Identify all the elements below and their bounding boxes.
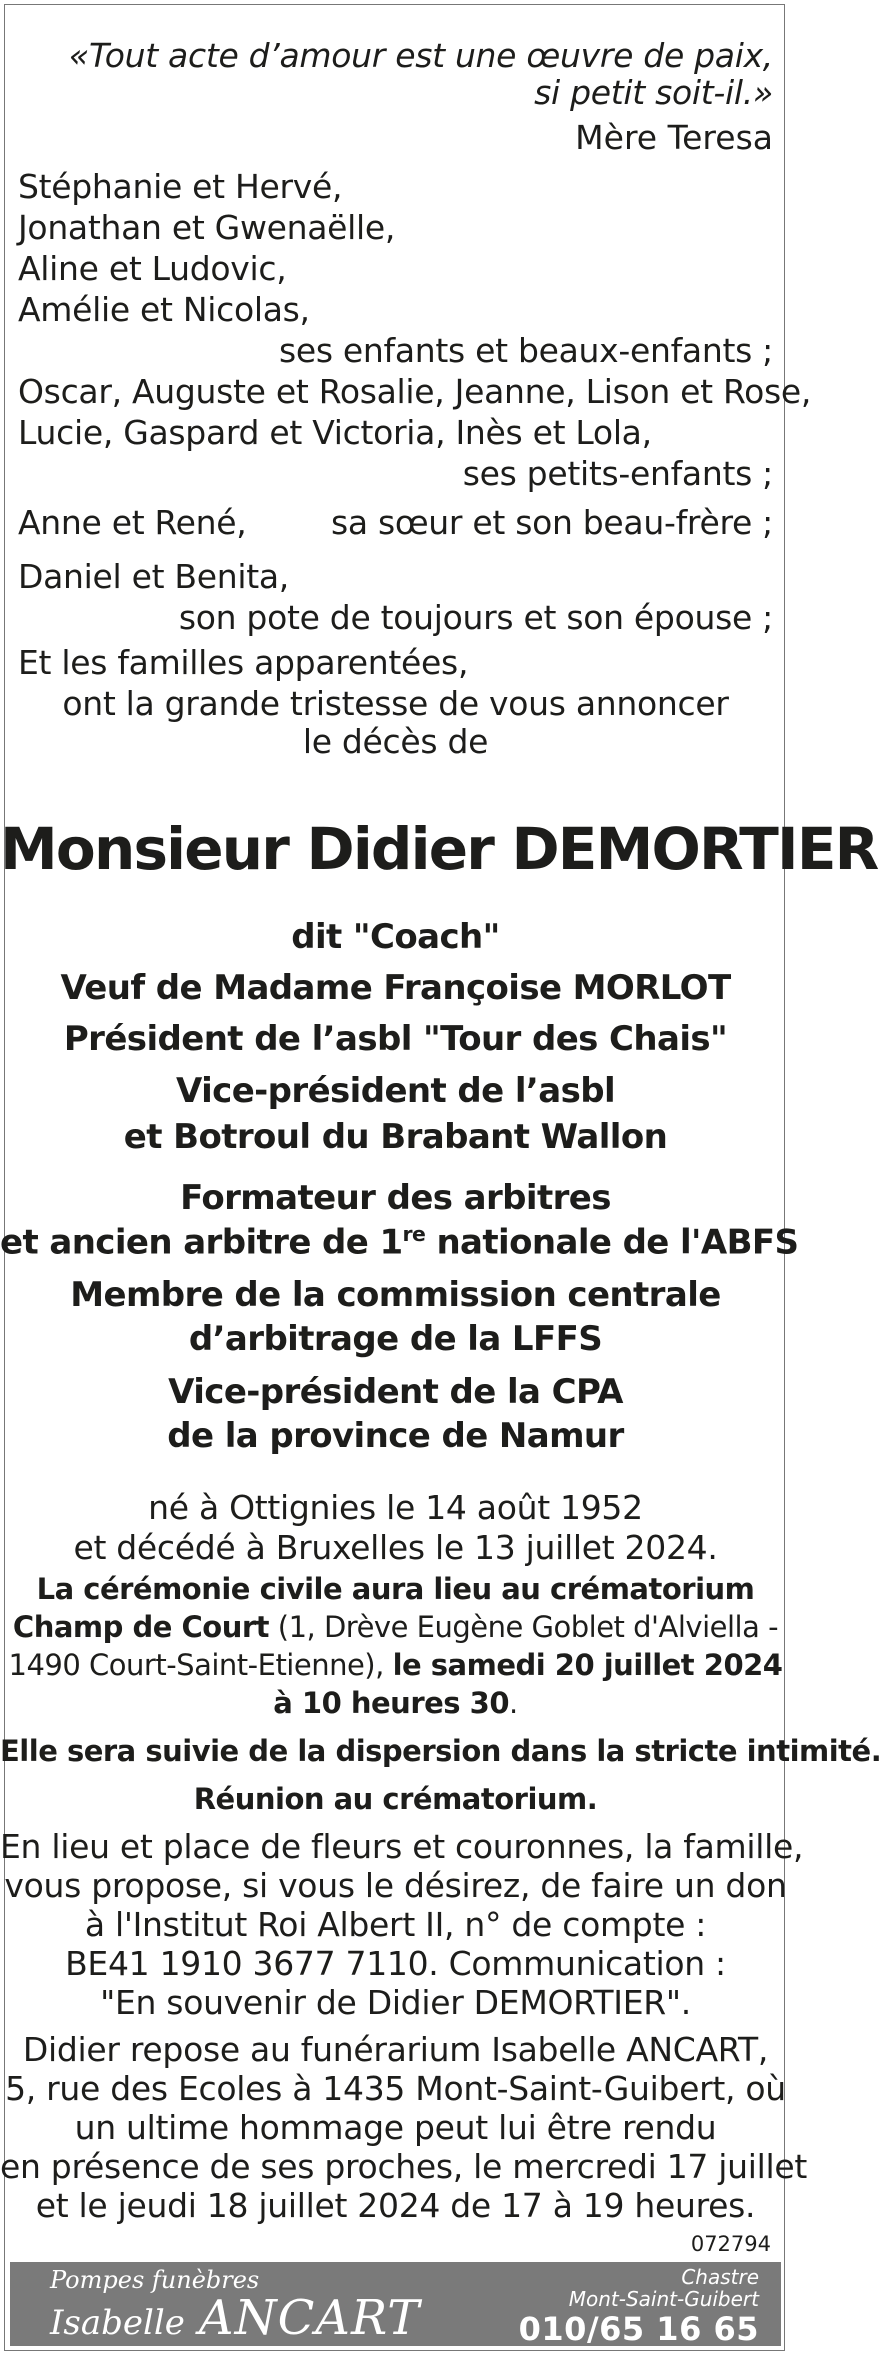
donation-line: "En souvenir de Didier DEMORTIER".	[100, 1983, 691, 2022]
title-superscript: re	[402, 1222, 426, 1246]
ceremony-address: (1, Drève Eugène Goblet d'Alviella -	[269, 1610, 779, 1644]
ceremony-period: .	[509, 1686, 518, 1720]
family-line: Daniel et Benita,	[18, 557, 289, 596]
quote	[69, 38, 773, 112]
birth-line: né à Ottignies le 14 août 1952	[148, 1488, 643, 1527]
family-line: Jonathan et Gwenaëlle,	[18, 208, 396, 247]
deceased-title: et Botroul du Brabant Wallon	[123, 1117, 668, 1157]
funerarium-line: Didier repose au funérarium Isabelle ANCART,	[22, 2030, 769, 2069]
ceremony-line	[0, 1686, 791, 1720]
banner-label: Pompes funèbres	[50, 2266, 260, 2294]
dispersion-line: Elle sera suivie de la dispersion dans la stricte intimité.	[0, 1734, 881, 1768]
quote-line-1: «Tout acte d’amour est une œuvre de paix,	[68, 36, 773, 75]
title-text: nationale de l'ABFS	[425, 1222, 799, 1263]
funeral-home-first-name: Isabelle	[50, 2303, 185, 2343]
death-line: et décédé à Bruxelles le 13 juillet 2024.	[73, 1528, 718, 1567]
deceased-title: Formateur des arbitres	[180, 1178, 611, 1218]
funerarium-line: un ultime hommage peut lui être rendu	[74, 2108, 717, 2147]
family-line: Anne et René,	[18, 503, 247, 542]
funerarium-line: et le jeudi 18 juillet 2024 de 17 à 19 heures.	[35, 2186, 756, 2225]
deceased-title: Président de l’asbl "Tour des Chais"	[63, 1019, 728, 1059]
ceremony-date: le samedi 20 juillet 2024	[392, 1648, 783, 1682]
reference-number: 072794	[690, 2232, 771, 2256]
deceased-title: dit "Coach"	[291, 917, 500, 957]
announcement-line: le décès de	[302, 722, 489, 761]
funeral-home-banner	[10, 2262, 781, 2346]
family-line: Amélie et Nicolas,	[18, 290, 310, 329]
family-relation: son pote de toujours et son épouse ;	[178, 598, 773, 637]
ceremony-address: 1490 Court-Saint-Etienne),	[8, 1648, 393, 1682]
deceased-title	[0, 1222, 799, 1263]
deceased-name: Monsieur Didier DEMORTIER	[0, 815, 878, 883]
funerarium-line: en présence de ses proches, le mercredi 17 juillet	[0, 2147, 808, 2186]
funeral-home-phone: 010/65 16 65	[518, 2310, 759, 2348]
funerarium-line: 5, rue des Ecoles à 1435 Mont-Saint-Guibert, où	[5, 2069, 786, 2108]
funeral-home-last-name: ANCART	[198, 2290, 421, 2346]
family-relation: ses petits-enfants ;	[462, 454, 773, 493]
family-relation: ses enfants et beaux-enfants ;	[278, 331, 773, 370]
deceased-title: d’arbitrage de la LFFS	[188, 1319, 603, 1359]
ceremony-line	[0, 1648, 791, 1682]
funeral-home-contact	[519, 2266, 759, 2348]
reunion-line: Réunion au crématorium.	[193, 1782, 598, 1816]
family-line: Aline et Ludovic,	[18, 249, 287, 288]
title-text: et ancien arbitre de 1	[0, 1222, 403, 1263]
ceremony-line	[0, 1610, 791, 1644]
deceased-title: Vice-président de la CPA	[168, 1372, 623, 1412]
funeral-home-town: Mont-Saint-Guibert	[568, 2287, 759, 2311]
ceremony-time: à 10 heures 30	[273, 1686, 510, 1720]
family-line: Oscar, Auguste et Rosalie, Jeanne, Lison et Rose,	[18, 372, 812, 411]
family-relation: sa sœur et son beau-frère ;	[330, 503, 773, 542]
quote-author: Mère Teresa	[575, 118, 773, 157]
announcement-line: ont la grande tristesse de vous annoncer	[62, 684, 729, 723]
deceased-title: Membre de la commission centrale	[70, 1275, 721, 1315]
donation-line: vous propose, si vous le désirez, de faire un don	[4, 1866, 787, 1905]
deceased-title: Veuf de Madame Françoise MORLOT	[60, 968, 731, 1008]
family-line: Et les familles apparentées,	[18, 643, 469, 682]
funeral-home-town: Chastre	[681, 2265, 759, 2289]
ceremony-line: La cérémonie civile aura lieu au crématorium	[36, 1572, 755, 1606]
quote-line-2: si petit soit-il.»	[534, 72, 773, 112]
ceremony-place: Champ de Court	[12, 1610, 270, 1644]
donation-line: BE41 1910 3677 7110. Communication :	[65, 1944, 726, 1983]
family-line: Stéphanie et Hervé,	[18, 167, 343, 206]
funeral-home-name	[50, 2290, 420, 2346]
donation-line: à l'Institut Roi Albert II, n° de compte :	[84, 1905, 707, 1944]
deceased-title: Vice-président de l’asbl	[175, 1071, 616, 1111]
family-line: Lucie, Gaspard et Victoria, Inès et Lola,	[18, 413, 652, 452]
deceased-title: de la province de Namur	[167, 1416, 624, 1456]
donation-line: En lieu et place de fleurs et couronnes, la famille,	[0, 1827, 804, 1866]
